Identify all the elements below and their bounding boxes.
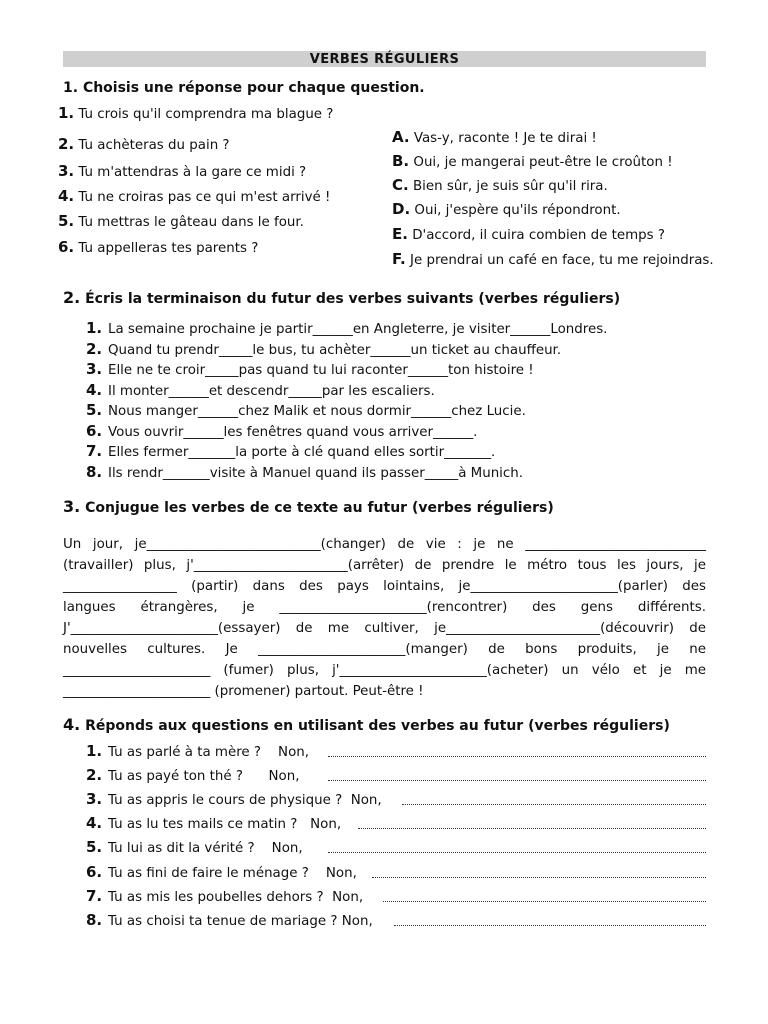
item-text: Vous ouvrir______les fenêtres quand vous arriver______. bbox=[108, 425, 478, 440]
answer-text: Bien sûr, je suis sûr qu'il rira. bbox=[412, 179, 608, 194]
answer-letter: B. bbox=[392, 152, 410, 170]
ex2-item bbox=[86, 319, 607, 337]
ex1-question bbox=[58, 212, 304, 230]
question-number: 5. bbox=[58, 212, 75, 230]
ex4-heading-text: Réponds aux questions en utilisant des verbes au futur (verbes réguliers) bbox=[85, 718, 670, 734]
ex1-answer bbox=[392, 250, 714, 268]
ex1-answer bbox=[392, 128, 597, 146]
item-number: 6. bbox=[86, 422, 103, 440]
question-number: 3. bbox=[58, 162, 75, 180]
ex3-heading-text: Conjugue les verbes de ce texte au futur (verbes réguliers) bbox=[85, 500, 554, 516]
ex1-number: 1. bbox=[63, 80, 79, 96]
question-text: Tu crois qu'il comprendra ma blague ? bbox=[78, 107, 334, 122]
paragraph-line: _________________ (partir) dans des pays lointains, je______________________(parler) des bbox=[63, 579, 706, 594]
item-number: 7. bbox=[86, 442, 103, 460]
worksheet-title: VERBES RÉGULIERS bbox=[63, 51, 706, 67]
ex4-item bbox=[86, 838, 303, 856]
item-text: La semaine prochaine je partir______en Angleterre, je visiter______Londres. bbox=[108, 322, 608, 337]
answer-line[interactable] bbox=[328, 841, 706, 853]
item-text: Tu lui as dit la vérité ? Non, bbox=[108, 841, 303, 856]
answer-line[interactable] bbox=[328, 745, 706, 757]
item-text: Elles fermer_______la porte à clé quand elles sortir_______. bbox=[108, 445, 496, 460]
item-number: 1. bbox=[86, 319, 103, 337]
paragraph-line: Un jour, je__________________________(changer) de vie : je ne ___________________________ bbox=[63, 537, 706, 552]
item-text: Tu as lu tes mails ce matin ? Non, bbox=[108, 817, 342, 832]
ex4-item bbox=[86, 863, 357, 881]
paragraph-line: langues étrangères, je ______________________(rencontrer) des gens différents. bbox=[63, 600, 706, 615]
ex1-heading-text: Choisis une réponse pour chaque question. bbox=[82, 80, 425, 96]
item-number: 3. bbox=[86, 790, 103, 808]
item-number: 4. bbox=[86, 381, 103, 399]
answer-letter: E. bbox=[392, 225, 408, 243]
item-text: Il monter______et descendr_____par les escaliers. bbox=[108, 384, 435, 399]
ex2-item bbox=[86, 340, 561, 358]
answer-line[interactable] bbox=[402, 793, 706, 805]
question-number: 4. bbox=[58, 187, 75, 205]
item-number: 2. bbox=[86, 340, 103, 358]
item-number: 1. bbox=[86, 742, 103, 760]
answer-line[interactable] bbox=[372, 866, 706, 878]
ex4-item bbox=[86, 887, 363, 905]
answer-text: Oui, je mangerai peut-être le croûton ! bbox=[413, 155, 673, 170]
answer-line[interactable] bbox=[358, 817, 706, 829]
item-text: Nous manger______chez Malik et nous dormir______chez Lucie. bbox=[108, 404, 526, 419]
answer-letter: F. bbox=[392, 250, 406, 268]
ex1-question bbox=[58, 238, 258, 256]
ex1-question bbox=[58, 187, 330, 205]
ex1-answer bbox=[392, 152, 673, 170]
question-text: Tu appelleras tes parents ? bbox=[78, 241, 259, 256]
ex3-heading bbox=[63, 497, 554, 516]
ex2-item bbox=[86, 463, 523, 481]
item-number: 6. bbox=[86, 863, 103, 881]
answer-line[interactable] bbox=[383, 890, 706, 902]
question-text: Tu m'attendras à la gare ce midi ? bbox=[78, 165, 307, 180]
ex4-number: 4. bbox=[63, 715, 81, 734]
item-number: 8. bbox=[86, 463, 103, 481]
item-text: Elle ne te croir_____pas quand tu lui raconter______ton histoire ! bbox=[108, 363, 534, 378]
item-number: 3. bbox=[86, 360, 103, 378]
ex1-heading bbox=[63, 80, 425, 96]
answer-text: Vas-y, raconte ! Je te dirai ! bbox=[413, 131, 597, 146]
question-text: Tu achèteras du pain ? bbox=[78, 138, 230, 153]
ex1-answer bbox=[392, 225, 665, 243]
item-text: Tu as mis les poubelles dehors ? Non, bbox=[108, 890, 364, 905]
ex1-question bbox=[58, 162, 306, 180]
ex2-item bbox=[86, 381, 435, 399]
ex2-heading-text: Écris la terminaison du futur des verbes suivants (verbes réguliers) bbox=[85, 291, 621, 307]
item-text: Tu as choisi ta tenue de mariage ? Non, bbox=[108, 914, 373, 929]
answer-line[interactable] bbox=[394, 914, 706, 926]
ex1-question bbox=[58, 135, 230, 153]
item-text: Quand tu prendr_____le bus, tu achèter______un ticket au chauffeur. bbox=[108, 343, 562, 358]
ex1-question bbox=[58, 104, 333, 122]
ex2-item bbox=[86, 442, 495, 460]
item-number: 8. bbox=[86, 911, 103, 929]
ex4-item bbox=[86, 742, 309, 760]
ex4-heading bbox=[63, 715, 670, 734]
item-text: Tu as payé ton thé ? Non, bbox=[108, 769, 300, 784]
item-number: 5. bbox=[86, 838, 103, 856]
answer-text: Je prendrai un café en face, tu me rejoindras. bbox=[410, 253, 714, 268]
ex4-item bbox=[86, 790, 382, 808]
answer-text: D'accord, il cuira combien de temps ? bbox=[412, 228, 666, 243]
answer-text: Oui, j'espère qu'ils répondront. bbox=[414, 203, 621, 218]
question-number: 6. bbox=[58, 238, 75, 256]
ex2-heading bbox=[63, 288, 620, 307]
answer-letter: D. bbox=[392, 200, 411, 218]
item-number: 4. bbox=[86, 814, 103, 832]
answer-letter: A. bbox=[392, 128, 410, 146]
answer-letter: C. bbox=[392, 176, 409, 194]
item-text: Tu as parlé à ta mère ? Non, bbox=[108, 745, 310, 760]
answer-line[interactable] bbox=[328, 769, 706, 781]
ex1-answer bbox=[392, 200, 621, 218]
question-number: 2. bbox=[58, 135, 75, 153]
ex2-item bbox=[86, 422, 477, 440]
ex4-item bbox=[86, 814, 341, 832]
ex4-item bbox=[86, 911, 373, 929]
question-text: Tu ne croiras pas ce qui m'est arrivé ! bbox=[78, 190, 331, 205]
item-text: Tu as appris le cours de physique ? Non, bbox=[108, 793, 382, 808]
paragraph-line: J'______________________(essayer) de me cultiver, je_______________________(découvrir) de bbox=[63, 621, 706, 636]
ex3-number: 3. bbox=[63, 497, 81, 516]
item-number: 7. bbox=[86, 887, 103, 905]
ex2-item bbox=[86, 401, 526, 419]
ex4-item bbox=[86, 766, 299, 784]
ex3-paragraph bbox=[63, 534, 706, 702]
question-text: Tu mettras le gâteau dans le four. bbox=[78, 215, 304, 230]
item-number: 2. bbox=[86, 766, 103, 784]
ex2-number: 2. bbox=[63, 288, 81, 307]
paragraph-line: ______________________ (fumer) plus, j'______________________(acheter) un vélo et je me bbox=[63, 663, 706, 678]
ex1-answer bbox=[392, 176, 608, 194]
item-number: 5. bbox=[86, 401, 103, 419]
paragraph-line: (travailler) plus, j'_______________________(arrêter) de prendre le métro tous les jours, je bbox=[63, 558, 706, 573]
question-number: 1. bbox=[58, 104, 75, 122]
item-text: Ils rendr_______visite à Manuel quand ils passer_____à Munich. bbox=[108, 466, 524, 481]
ex2-item bbox=[86, 360, 534, 378]
item-text: Tu as fini de faire le ménage ? Non, bbox=[108, 866, 357, 881]
paragraph-line: nouvelles cultures. Je ______________________(manger) de bons produits, je ne bbox=[63, 642, 706, 657]
paragraph-line: ______________________ (promener) partout. Peut-être ! bbox=[63, 684, 424, 699]
